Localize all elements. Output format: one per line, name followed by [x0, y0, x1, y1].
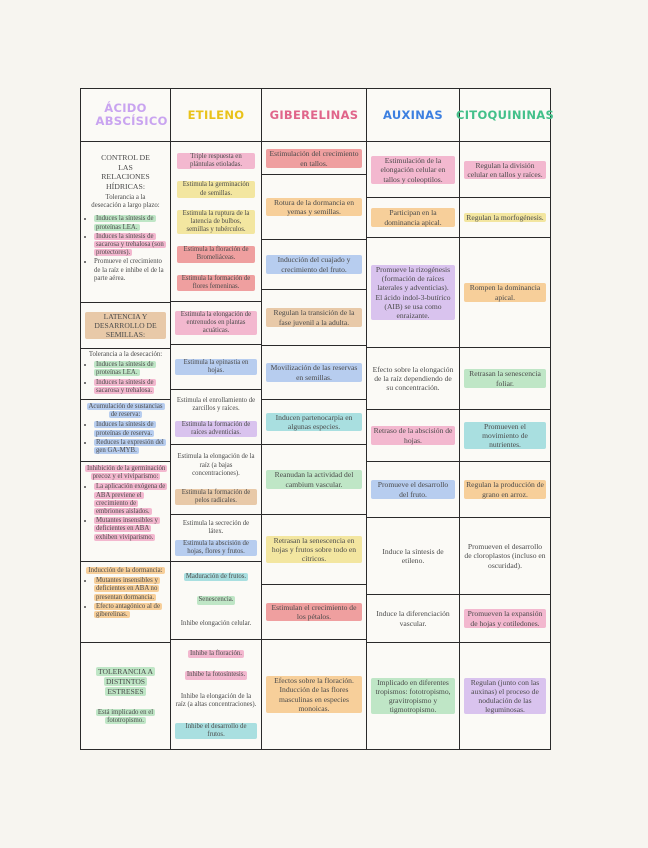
giberelinas-cell-10 — [262, 640, 366, 749]
list-item — [94, 483, 166, 516]
auxinas-item: Estimulación de la elongación celular en tallos y coleoptilos. — [371, 156, 455, 184]
etileno-item: Estimula la elongación de entrenudos en plantas acuáticas. — [175, 311, 257, 336]
giberelinas-item: Rotura de la dormancia en yemas y semillas. — [266, 198, 362, 216]
etileno-item: Estimula la formación de pelos radicales. — [175, 489, 257, 505]
auxinas-item: Promueve la rizogénesis (formación de raíces laterales y adventicias). El ácido indol-3-butírico (AIB) se usa como enraizante. — [371, 265, 455, 320]
etileno-item: Estimula la floración de Bromeliáceas. — [177, 246, 255, 262]
aba-item: Induces la síntesis de sacarosa y trehalosa. — [96, 378, 154, 394]
header-giberelinas-label: GIBERELINAS — [269, 107, 359, 122]
aba-item: Reduces la expresión del gen GA-MYB. — [96, 438, 164, 455]
auxinas-cell-2 — [367, 198, 459, 237]
etileno-item: Inhibe la floración. — [190, 649, 242, 657]
aba-section-subtitle: Tolerancia a la desecación: — [88, 351, 163, 358]
header-giberelinas — [262, 89, 366, 141]
auxinas-item: Promueve el desarrollo del fruto. — [371, 480, 455, 498]
giberelinas-item: Inducción del cuajado y crecimiento del fruto. — [266, 255, 362, 273]
etileno-item: Estimula la germinación de semillas. — [177, 181, 255, 197]
aba-cell-latencia — [81, 303, 170, 348]
giberelinas-cell-7 — [262, 445, 366, 514]
citoquininas-item: Promueven la expansión de hojas y cotiledones. — [464, 609, 546, 627]
aba-section-title: Acumulación de sustancias de reserva: — [88, 403, 163, 419]
aba-list — [85, 483, 166, 542]
auxinas-item: Retraso de la abscisión de hojas. — [371, 426, 455, 444]
citoquininas-cell-8 — [460, 595, 550, 642]
list-item — [94, 421, 166, 437]
auxinas-cell-7 — [367, 518, 459, 594]
etileno-cell-8 — [171, 640, 261, 749]
auxinas-item: Efecto sobre la elongación de la raíz dependiendo de su concentración. — [372, 364, 454, 393]
citoquininas-item: Promueven el movimiento de nutrientes. — [464, 422, 546, 450]
header-auxinas — [367, 89, 459, 141]
etileno-item: Estimula el enrollamiento de zarcillos y raíces. — [176, 396, 256, 412]
auxinas-item: Implicado en diferentes tropismos: fototropismo, gravitropismo y tigmotropismo. — [371, 678, 455, 715]
giberelinas-item: Inducen partenocarpia en algunas especies. — [266, 413, 362, 431]
citoquininas-item: Rompen la dominancia apical. — [464, 283, 546, 301]
etileno-cell-5 — [171, 445, 261, 514]
auxinas-cell-3 — [367, 238, 459, 347]
citoquininas-cell-4 — [460, 348, 550, 409]
citoquininas-cell-5 — [460, 410, 550, 461]
giberelinas-item: Estimulan el crecimiento de los pétalos. — [266, 603, 362, 621]
header-divider — [81, 141, 550, 142]
list-item — [94, 439, 166, 455]
aba-section-title: CONTROL DE LAS RELACIONES HÍDRICAS: — [101, 153, 150, 191]
auxinas-cell-1 — [367, 143, 459, 197]
auxinas-cell-4 — [367, 348, 459, 409]
giberelinas-item: Retrasan la senescencia en hojas y frutos sobre todo en cítricos. — [266, 536, 362, 564]
citoquininas-item: Promueven el desarrollo de cloroplastos (incluso en oscuridad). — [464, 542, 546, 570]
hormone-table — [80, 88, 555, 750]
aba-section-subtitle: Tolerancia a la desecación a largo plazo: — [91, 194, 160, 210]
auxinas-item: Participan en la dominancia apical. — [371, 208, 455, 226]
aba-item: Induces la síntesis de proteínas LEA. — [96, 361, 154, 377]
citoquininas-cell-7 — [460, 518, 550, 594]
giberelinas-cell-1 — [262, 143, 366, 174]
etileno-item: Inhibe la elongación de la raíz (a altas concentraciones). — [175, 693, 257, 709]
etileno-item: Estimula la epinastia en hojas. — [175, 359, 257, 375]
aba-list — [85, 361, 166, 396]
list-item — [94, 233, 166, 258]
aba-item: Mutantes insensibles y deficientes en ABA no presentan dormancia. — [96, 577, 158, 601]
giberelinas-cell-3 — [262, 240, 366, 289]
etileno-item: Estimula la abscisión de hojas, flores y frutos. — [175, 540, 257, 556]
auxinas-item: Induce la diferenciación vascular. — [376, 609, 450, 628]
giberelinas-item: Movilización de las reservas en semillas. — [266, 363, 362, 381]
list-item — [94, 258, 166, 283]
etileno-item: Triple respuesta en plántulas etioladas. — [177, 153, 255, 169]
aba-cell-tolerancia-desecacion — [81, 349, 170, 399]
aba-list — [85, 421, 166, 456]
etileno-cell-2 — [171, 302, 261, 344]
etileno-item: Estimula la formación de raíces adventicias. — [175, 421, 257, 437]
auxinas-cell-6 — [367, 462, 459, 517]
giberelinas-item: Regulan la transición de la fase juvenil a la adulta. — [266, 308, 362, 326]
etileno-cell-3 — [171, 345, 261, 389]
header-citoquininas-label: CITOQUININAS — [455, 107, 555, 122]
citoquininas-cell-9 — [460, 643, 550, 749]
auxinas-cell-9 — [367, 643, 459, 749]
citoquininas-item: Regulan la división celular en tallos y raíces. — [464, 161, 546, 179]
etileno-item: Inhibe elongación celular. — [180, 620, 252, 628]
list-item — [94, 379, 166, 395]
etileno-item: Estimula la ruptura de la latencia de bulbos, semillas y tubérculos. — [177, 210, 255, 235]
etileno-item: Inhibe la fotosíntesis. — [186, 671, 246, 679]
aba-section-title: Inducción de la dormancia: — [88, 567, 163, 574]
aba-section-title: LATENCIA Y DESARROLLO DE SEMILLAS: — [85, 312, 166, 340]
header-acido-abscisico-label: ÁCIDO ABSCÍSICO — [95, 101, 168, 128]
aba-section-subtitle: Está implicado en el fototropismo. — [97, 708, 154, 724]
giberelinas-cell-6 — [262, 400, 366, 444]
aba-section-title: TOLERANCIA A DISTINTOS ESTRESES — [98, 666, 153, 697]
list-item — [94, 577, 166, 602]
citoquininas-item: Regulan (junto con las auxinas) el proceso de nodulación de las leguminosas. — [464, 678, 546, 715]
list-item — [94, 361, 166, 377]
header-etileno-label: ETILENO — [187, 107, 245, 122]
aba-item: Mutantes insensibles y deficientes en ABA exhiben viviparismo. — [96, 517, 158, 541]
etileno-item: Estimula la formación de flores femeninas. — [177, 275, 255, 291]
giberelinas-cell-5 — [262, 346, 366, 399]
aba-item: Induces la síntesis de proteínas LEA. — [96, 215, 154, 231]
auxinas-cell-8 — [367, 595, 459, 642]
auxinas-cell-5 — [367, 410, 459, 461]
giberelinas-item: Reanudan la actividad del cambium vascular. — [266, 470, 362, 488]
header-auxinas-label: AUXINAS — [383, 107, 443, 122]
etileno-item: Inhibe el desarrollo de frutos. — [175, 723, 257, 739]
header-acido-abscisico — [81, 89, 170, 141]
header-citoquininas — [455, 89, 555, 141]
etileno-item: Maduración de frutos. — [185, 572, 247, 580]
aba-cell-reservas — [81, 400, 170, 461]
header-etileno — [171, 89, 261, 141]
auxinas-item: Induce la síntesis de etileno. — [382, 546, 444, 565]
aba-list — [85, 577, 166, 620]
aba-item: Promueve el crecimiento de la raíz e inhibe el de la parte aérea. — [94, 258, 164, 282]
aba-item: Induces la síntesis de sacarosa y trehalosa (son protectores). — [96, 232, 164, 257]
giberelinas-item: Efectos sobre la floración. Inducción de las flores masculinas en especies monoicas. — [266, 676, 362, 713]
citoquininas-item: Regulan la morfogénesis. — [466, 212, 544, 222]
aba-cell-estreses — [81, 643, 170, 749]
aba-cell-relaciones-hidricas — [81, 143, 170, 301]
list-item — [94, 517, 166, 542]
aba-cell-germinacion-precoz — [81, 462, 170, 561]
citoquininas-cell-3 — [460, 238, 550, 347]
etileno-cell-6 — [171, 515, 261, 561]
etileno-item: Estimula la elongación de la raíz (a bajas concentraciones). — [177, 453, 255, 477]
citoquininas-cell-1 — [460, 143, 550, 197]
etileno-cell-1 — [171, 143, 261, 301]
giberelinas-item: Estimulación del crecimiento en tallos. — [266, 149, 362, 167]
etileno-item: Estimula la secreción de látex. — [182, 519, 250, 535]
giberelinas-cell-8 — [262, 515, 366, 584]
aba-cell-dormancia — [81, 562, 170, 642]
etileno-cell-7 — [171, 562, 261, 639]
citoquininas-item: Regulan la producción de grano en arroz. — [464, 480, 546, 498]
citoquininas-item: Retrasan la senescencia foliar. — [464, 369, 546, 387]
citoquininas-cell-6 — [460, 462, 550, 517]
etileno-item: Senescencia. — [198, 596, 234, 604]
list-item — [94, 215, 166, 231]
aba-list — [85, 215, 166, 284]
aba-item: Induces la síntesis de proteínas de reserva. — [96, 421, 154, 437]
aba-item: Efecto antagónico al de giberelinas. — [96, 602, 160, 619]
aba-item: La aplicación exógena de ABA previene el crecimiento de embriones aislados. — [96, 483, 166, 516]
list-item — [94, 603, 166, 619]
giberelinas-cell-9 — [262, 585, 366, 639]
citoquininas-cell-2 — [460, 198, 550, 237]
giberelinas-cell-4 — [262, 290, 366, 345]
giberelinas-cell-2 — [262, 175, 366, 239]
aba-section-title: Inhibición de la germinación precoz y el viviparismo: — [87, 465, 166, 481]
etileno-cell-4 — [171, 390, 261, 444]
